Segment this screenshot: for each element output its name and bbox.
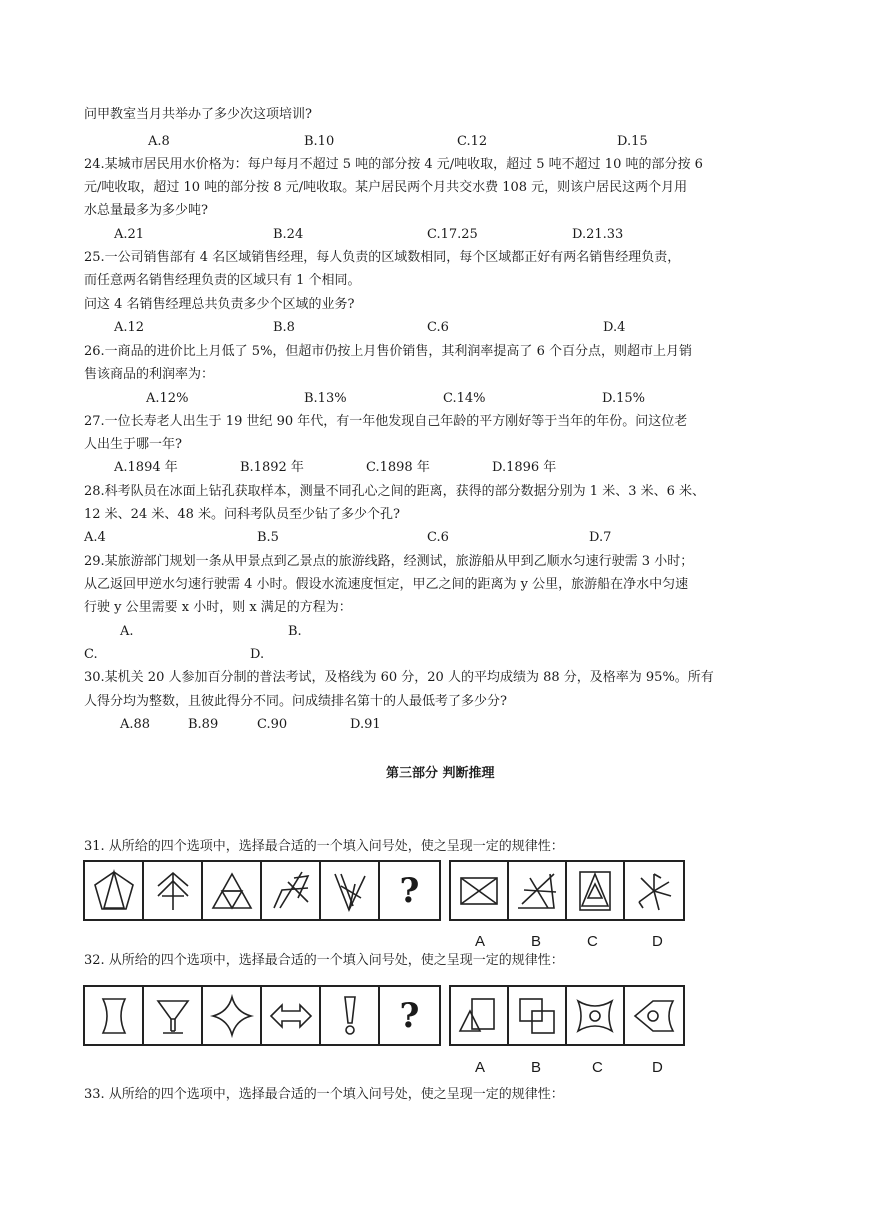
q31-figure-4 bbox=[262, 862, 321, 919]
q24-option-b: B.24 bbox=[273, 227, 304, 242]
q25-option-b: B.8 bbox=[273, 320, 295, 335]
q31-figure-5 bbox=[321, 862, 380, 919]
q28-line-1: 28.科考队员在冰面上钻孔获取样本，测量不同孔心之间的距离，获得的部分数据分别为 1 米、3 米、6 米、 bbox=[84, 484, 706, 499]
q32-figure-1 bbox=[85, 987, 144, 1044]
q24-option-c: C.17.25 bbox=[427, 227, 478, 242]
q29-option-d: D. bbox=[250, 647, 265, 662]
q23-option-a: A.8 bbox=[148, 134, 170, 149]
q32-figure-4 bbox=[262, 987, 321, 1044]
q28-option-b: B.5 bbox=[257, 530, 279, 545]
q31-figure-1 bbox=[85, 862, 144, 919]
q32-label-c: C bbox=[592, 1059, 603, 1076]
section-title: 第三部分 判断推理 bbox=[386, 766, 495, 781]
q23-text: 问甲教室当月共举办了多少次这项培训? bbox=[84, 107, 312, 122]
q32-option-d-figure[interactable] bbox=[625, 987, 683, 1044]
q29-line-3: 行驶 y 公里需要 x 小时，则 x 满足的方程为： bbox=[84, 600, 352, 615]
q29-line-1: 29.某旅游部门规划一条从甲景点到乙景点的旅游线路，经测试，旅游船从甲到乙顺水匀速行驶需 3 小时； bbox=[84, 554, 694, 569]
q25-option-c: C.6 bbox=[427, 320, 449, 335]
q32-figure-5 bbox=[321, 987, 380, 1044]
q31-figure-2 bbox=[144, 862, 203, 919]
q26-line-1: 26.一商品的进价比上月低了 5%，但超市仍按上月售价销售，其利润率提高了 6 个百分点，则超市上月销 bbox=[84, 344, 692, 359]
q25-line-3: 问这 4 名销售经理总共负责多少个区域的业务? bbox=[84, 297, 355, 312]
q25-option-d: D.4 bbox=[603, 320, 626, 335]
q24-option-a: A.21 bbox=[114, 227, 145, 242]
q26-line-2: 售该商品的利润率为： bbox=[84, 367, 215, 382]
q31-label-c: C bbox=[587, 933, 598, 950]
q31-question-panel bbox=[83, 860, 441, 921]
q31-label-b: B bbox=[531, 933, 542, 950]
q32-question-mark: ? bbox=[399, 995, 420, 1036]
q31-text: 31. 从所给的四个选项中，选择最合适的一个填入问号处，使之呈现一定的规律性： bbox=[84, 839, 564, 854]
q32-option-a-figure[interactable] bbox=[451, 987, 509, 1044]
q32-label-b: B bbox=[531, 1059, 542, 1076]
q32-options-panel bbox=[449, 985, 685, 1046]
q33-text: 33. 从所给的四个选项中，选择最合适的一个填入问号处，使之呈现一定的规律性： bbox=[84, 1087, 564, 1102]
q32-figure-3 bbox=[203, 987, 262, 1044]
q32-label-d: D bbox=[652, 1059, 663, 1076]
q23-option-d: D.15 bbox=[617, 134, 648, 149]
q29-option-c: C. bbox=[84, 647, 98, 662]
q31-label-a: A bbox=[475, 933, 486, 950]
q32-question-panel bbox=[83, 985, 441, 1046]
q31-option-c-figure[interactable] bbox=[567, 862, 625, 919]
q27-line-2: 人出生于哪一年? bbox=[84, 437, 182, 452]
q25-option-a: A.12 bbox=[114, 320, 145, 335]
q24-line-2: 元/吨收取，超过 10 吨的部分按 8 元/吨收取。某户居民两个月共交水费 108 元，则该户居民这两个月用 bbox=[84, 180, 688, 195]
q25-line-2: 而任意两名销售经理负责的区域只有 1 个相同。 bbox=[84, 273, 361, 288]
q30-line-2: 人得分均为整数，且彼此得分不同。问成绩排名第十的人最低考了多少分? bbox=[84, 694, 507, 709]
q28-option-c: C.6 bbox=[427, 530, 449, 545]
q26-option-a: A.12% bbox=[146, 391, 189, 406]
q31-question-mark: ? bbox=[399, 870, 420, 911]
q32-text: 32. 从所给的四个选项中，选择最合适的一个填入问号处，使之呈现一定的规律性： bbox=[84, 953, 564, 968]
q31-label-d: D bbox=[652, 933, 663, 950]
q29-option-a: A. bbox=[120, 624, 134, 639]
q26-option-c: C.14% bbox=[443, 391, 486, 406]
q23-option-c: C.12 bbox=[457, 134, 488, 149]
q27-option-b: B.1892 年 bbox=[240, 460, 304, 475]
q24-line-3: 水总量最多为多少吨? bbox=[84, 203, 208, 218]
q31-options-panel bbox=[449, 860, 685, 921]
q26-option-b: B.13% bbox=[304, 391, 347, 406]
q24-option-d: D.21.33 bbox=[572, 227, 624, 242]
q31-figure-3 bbox=[203, 862, 262, 919]
q27-option-c: C.1898 年 bbox=[366, 460, 430, 475]
q32-label-a: A bbox=[475, 1059, 486, 1076]
q27-option-a: A.1894 年 bbox=[114, 460, 178, 475]
q29-line-2: 从乙返回甲逆水匀速行驶需 4 小时。假设水流速度恒定，甲乙之间的距离为 y 公里，旅游船在净水中匀速 bbox=[84, 577, 689, 592]
q28-line-2: 12 米、24 米、48 米。问科考队员至少钻了多少个孔? bbox=[84, 507, 400, 522]
q27-option-d: D.1896 年 bbox=[492, 460, 557, 475]
q29-option-b: B. bbox=[288, 624, 302, 639]
q26-option-d: D.15% bbox=[602, 391, 645, 406]
q30-option-a: A.88 bbox=[120, 717, 151, 732]
q30-option-b: B.89 bbox=[188, 717, 219, 732]
q32-option-b-figure[interactable] bbox=[509, 987, 567, 1044]
q30-option-d: D.91 bbox=[350, 717, 381, 732]
q25-line-1: 25.一公司销售部有 4 名区域销售经理，每人负责的区域数相同，每个区域都正好有两名销售经理负责， bbox=[84, 250, 681, 265]
q28-option-d: D.7 bbox=[589, 530, 612, 545]
q30-option-c: C.90 bbox=[257, 717, 288, 732]
q32-figure-2 bbox=[144, 987, 203, 1044]
q31-option-b-figure[interactable] bbox=[509, 862, 567, 919]
q31-option-a-figure[interactable] bbox=[451, 862, 509, 919]
q24-line-1: 24.某城市居民用水价格为：每户每月不超过 5 吨的部分按 4 元/吨收取，超过 5 吨不超过 10 吨的部分按 6 bbox=[84, 157, 703, 172]
q30-line-1: 30.某机关 20 人参加百分制的普法考试，及格线为 60 分，20 人的平均成绩为 88 分，及格率为 95%。所有 bbox=[84, 670, 714, 685]
q31-option-d-figure[interactable] bbox=[625, 862, 683, 919]
q32-option-c-figure[interactable] bbox=[567, 987, 625, 1044]
q27-line-1: 27.一位长寿老人出生于 19 世纪 90 年代，有一年他发现自己年龄的平方刚好等于当年的年份。问这位老 bbox=[84, 414, 688, 429]
q23-option-b: B.10 bbox=[304, 134, 335, 149]
q28-option-a: A.4 bbox=[84, 530, 106, 545]
